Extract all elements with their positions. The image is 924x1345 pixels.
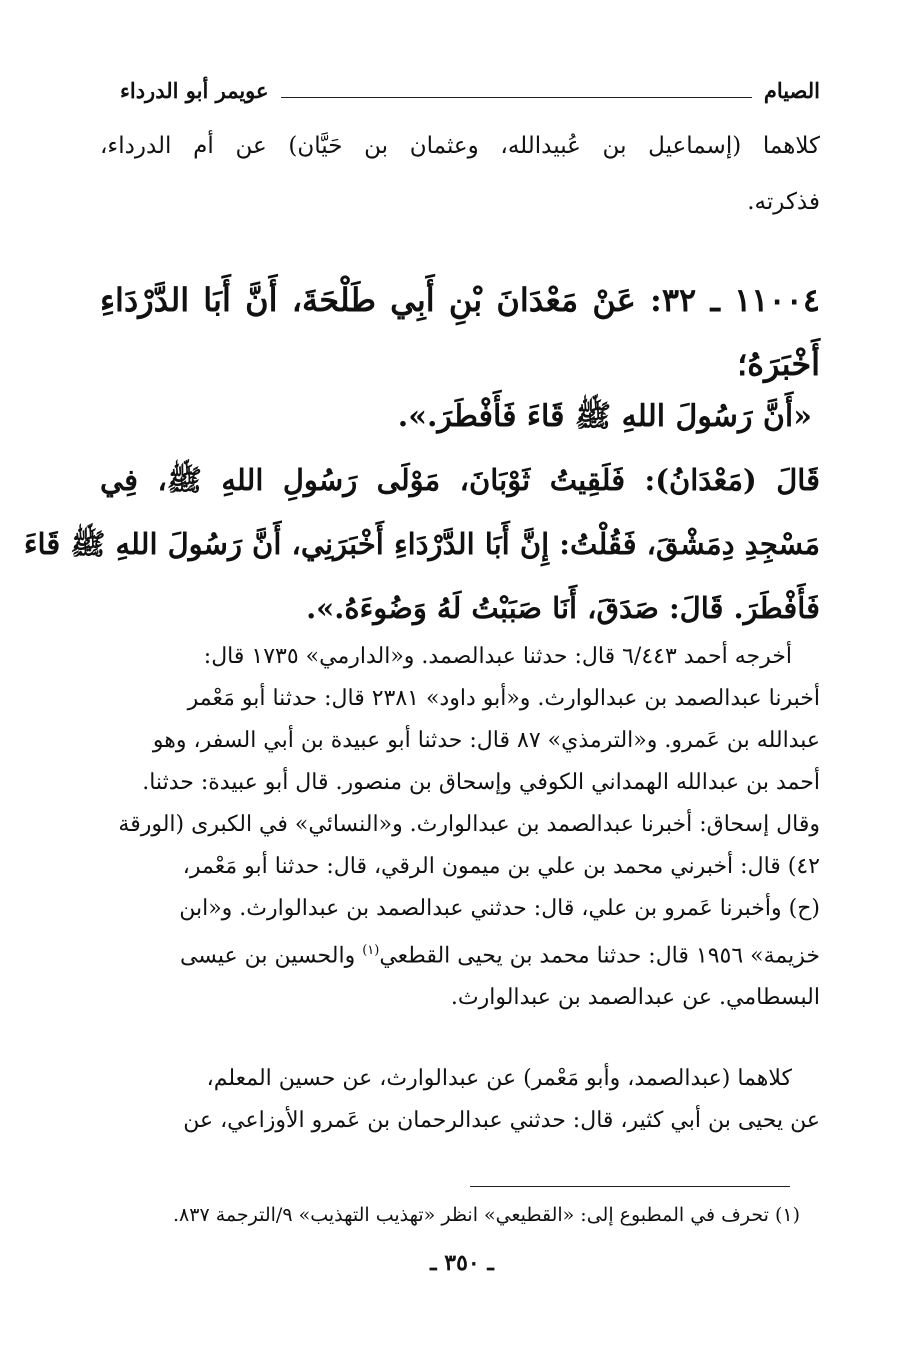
footnote-separator [470, 1186, 790, 1187]
hadith-heading [100, 268, 820, 396]
takhrij-line: عبدالله بن عَمرو. و«الترمذي» ٨٧ قال: حدثنا أبو عبيدة بن أبي السفر، وهو [152, 728, 820, 753]
page-number: ـ ٣٥٠ ـ [430, 1250, 494, 1276]
narration-line: مَسْجِدِ دِمَشْقَ، فَقُلْتُ: إِنَّ أَبَا الدَّرْدَاءِ أَخْبَرَنِي، أَنَّ رَسُولَ اللهِ ﷺ قَاءَ [23, 527, 820, 561]
chain-line: كلاهما (عبدالصمد، وأبو مَعْمر) عن عبدالوارث، عن حسين المعلم، [206, 1066, 792, 1091]
takhrij-segment: خزيمة» ١٩٥٦ قال: حدثنا محمد بن يحيى القطعي [379, 943, 820, 969]
takhrij-line: البسطامي. عن عبدالصمد بن عبدالوارث. [450, 985, 820, 1011]
takhrij-line: أحمد بن عبدالله الهمداني الكوفي وإسحاق بن منصور. قال أبو عبيدة: حدثنا. [142, 770, 820, 795]
takhrij-segment: والحسين بن عيسى [179, 943, 356, 969]
hadith-line: ١١٠٠٤ ـ ٣٢: عَنْ مَعْدَانَ بْنِ أَبِي طَلْحَةَ، أَنَّ أَبَا الدَّرْدَاءِ [100, 281, 821, 319]
intro-line: فذكرته. [747, 189, 820, 215]
takhrij-line: أخبرنا عبدالصمد بن عبدالوارث. و«أبو داود» ٢٣٨١ قال: حدثنا أبو مَعْمر [187, 686, 820, 711]
chain-paragraph [100, 1058, 820, 1142]
takhrij-line: ٤٢) قال: أخبرني محمد بن علي بن ميمون الرقي، قال: حدثنا أبو مَعْمر، [182, 854, 820, 879]
chain-line: عن يحيى بن أبي كثير، قال: حدثني عبدالرحمان بن عَمرو الأوزاعي، عن [183, 1108, 820, 1133]
running-header [120, 70, 820, 110]
narration-paragraph [23, 448, 820, 640]
footnote: (١) تحرف في المطبوع إلى: «القطيعي» انظر «تهذيب التهذيب» ٩/الترجمة ٨٣٧. [172, 1204, 800, 1226]
takhrij-paragraph [100, 636, 820, 1019]
hadith-line: أَخْبَرَهُ؛ [737, 345, 820, 383]
narration-line: فَأَفْطَرَ. قَالَ: صَدَقَ، أَنَا صَبَبْتُ لَهُ وَضُوءَهُ.». [306, 591, 820, 625]
section-title: عويمر أبو الدرداء [120, 77, 269, 103]
takhrij-line: وقال إسحاق: أخبرنا عبدالصمد بن عبدالوارث. و«النسائي» في الكبرى (الورقة [118, 812, 820, 837]
takhrij-line: (ح) وأخبرنا عَمرو بن علي، قال: حدثني عبدالصمد بن عبدالوارث. و«ابن [179, 896, 820, 921]
takhrij-line-with-footnote [100, 930, 820, 977]
hadith-matn [100, 386, 820, 448]
takhrij-line: أخرجه أحمد ٦/٤٤٣ قال: حدثنا عبدالصمد. و«الدارمي» ١٧٣٥ قال: [203, 644, 792, 669]
intro-line: كلاهما (إسماعيل بن عُبيدالله، وعثمان بن حَيَّان) عن أم الدرداء، [100, 133, 820, 159]
header-rule [281, 97, 752, 98]
chapter-title: الصيام [763, 77, 820, 103]
matn-line: «أَنَّ رَسُولَ اللهِ ﷺ قَاءَ فَأَفْطَرَ.». [397, 399, 812, 434]
intro-paragraph [100, 118, 820, 230]
narration-line: قَالَ (مَعْدَانُ): فَلَقِيتُ ثَوْبَانَ، مَوْلَى رَسُولِ اللهِ ﷺ، فِي [100, 463, 820, 497]
footnote-marker[interactable]: (١) [362, 943, 380, 958]
